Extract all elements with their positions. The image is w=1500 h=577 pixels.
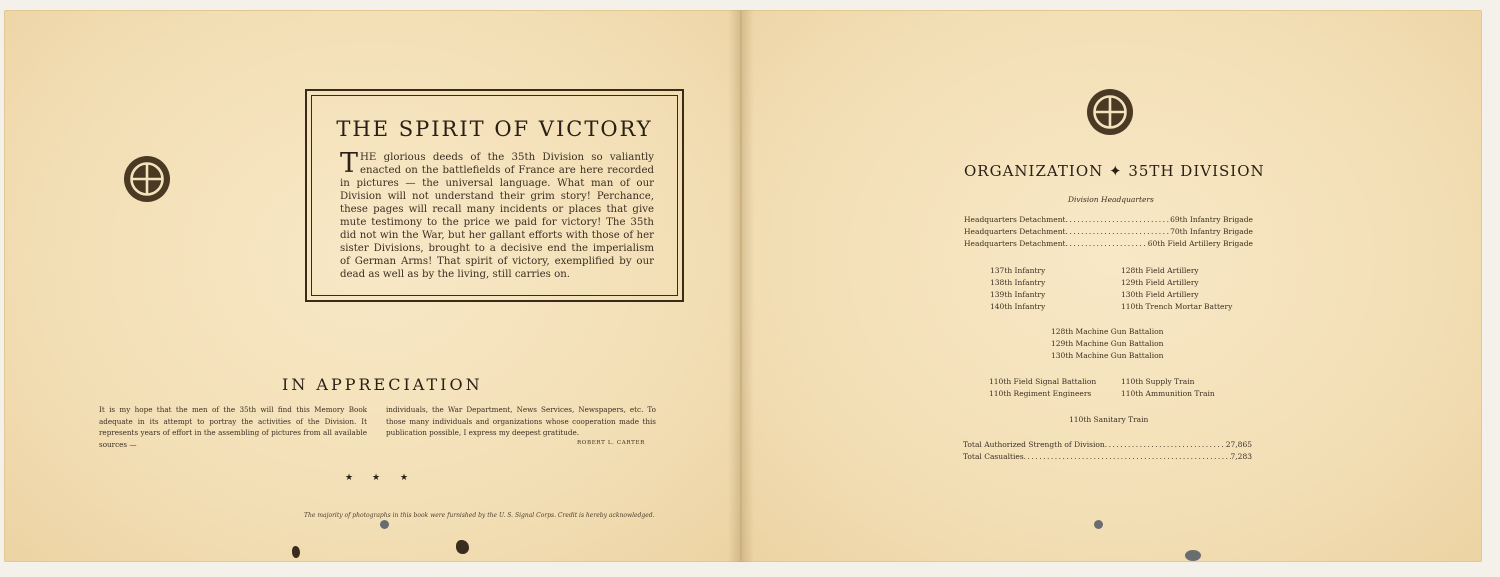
ink-blot	[292, 546, 300, 558]
division-emblem-icon	[123, 155, 171, 203]
total-label: Total Authorized Strength of Division	[963, 440, 1105, 449]
signal-engineer-item: 110th Field Signal Battalion	[989, 377, 1097, 386]
staple-mark	[380, 520, 389, 529]
infantry-item: 140th Infantry	[990, 302, 1046, 311]
star-ornament-1: ★	[345, 473, 354, 483]
spirit-body-text: HE glorious deeds of the 35th Division so valiantly enacted on the battlefields of France are here recorded in pictures — the universal language. What man of our Division will not understand their grim story! Perchance, these pages will recall many incidents or places that give mute testimony to the price we paid for victory! The 35th did not win the War, but her gallant efforts with those of her sister Divisions, brought to a decisive end the imperialism of German Arms! That spirit of victory, exemplified by our dead as well as by the living, still carries on.	[340, 152, 654, 280]
hq-right: 69th Infantry Brigade	[1170, 215, 1253, 224]
artillery-item: 128th Field Artillery	[1121, 266, 1199, 275]
hq-right: 60th Field Artillery Brigade	[1147, 239, 1253, 248]
hq-left: Headquarters Detachment	[964, 239, 1066, 248]
division-headquarters-subtitle: Division Headquarters	[1068, 195, 1154, 204]
organization-title: ORGANIZATION ✦ 35TH DIVISION	[964, 162, 1265, 180]
photo-credit: The majority of photographs in this book were furnished by the U. S. Signal Corps. Credit is hereby acknowledged.	[304, 512, 655, 519]
hq-row	[964, 239, 1253, 251]
staple-mark	[1094, 520, 1103, 529]
machine-gun-item: 129th Machine Gun Battalion	[1051, 339, 1164, 348]
dot-leader	[1105, 440, 1226, 452]
spirit-dropcap: T	[340, 148, 359, 179]
hq-row	[964, 227, 1253, 239]
spirit-title: THE SPIRIT OF VICTORY	[336, 117, 653, 141]
train-item: 110th Ammunition Train	[1121, 389, 1215, 398]
spirit-body	[340, 148, 654, 281]
artillery-item: 110th Trench Mortar Battery	[1121, 302, 1233, 311]
star-ornament-2: ★	[372, 473, 381, 483]
total-row	[963, 440, 1252, 452]
hq-left: Headquarters Detachment	[964, 227, 1066, 236]
artillery-item: 129th Field Artillery	[1121, 278, 1199, 287]
infantry-item: 137th Infantry	[990, 266, 1046, 275]
artillery-item: 130th Field Artillery	[1121, 290, 1199, 299]
total-label: Total Casualties	[963, 452, 1024, 461]
appreciation-column-2: individuals, the War Department, News Services, Newspapers, etc. To those many individuals and organizations whose cooperation made this publication possible, I express my deepest gratitude.	[386, 405, 656, 437]
total-value: 7,283	[1230, 452, 1252, 461]
machine-gun-item: 130th Machine Gun Battalion	[1051, 351, 1164, 360]
division-emblem-icon-right	[1086, 88, 1134, 136]
total-row	[963, 452, 1252, 464]
dot-leader	[1024, 452, 1231, 464]
total-value: 27,865	[1225, 440, 1252, 449]
dot-leader	[1066, 215, 1171, 227]
wear-mark	[1185, 550, 1201, 561]
hq-row	[964, 215, 1253, 227]
appreciation-title: IN APPRECIATION	[282, 375, 483, 394]
sanitary-train: 110th Sanitary Train	[1069, 415, 1149, 424]
appreciation-signature: ROBERT L. CARTER	[577, 440, 645, 446]
hq-right: 70th Infantry Brigade	[1170, 227, 1253, 236]
appreciation-column-1: It is my hope that the men of the 35th will find this Memory Book adequate in its attempt to portray the activities of the Division. It represents years of effort in the assembling of pictures from all available sources —	[99, 405, 367, 449]
signal-engineer-item: 110th Regiment Engineers	[989, 389, 1092, 398]
dot-leader	[1066, 227, 1171, 239]
infantry-item: 138th Infantry	[990, 278, 1046, 287]
train-item: 110th Supply Train	[1121, 377, 1195, 386]
machine-gun-item: 128th Machine Gun Battalion	[1051, 327, 1164, 336]
infantry-item: 139th Infantry	[990, 290, 1046, 299]
hq-left: Headquarters Detachment	[964, 215, 1066, 224]
star-ornament-3: ★	[400, 473, 409, 483]
ink-blot	[456, 540, 469, 554]
book-gutter	[728, 10, 754, 562]
dot-leader	[1066, 239, 1148, 251]
spirit-of-victory-box	[305, 89, 684, 302]
